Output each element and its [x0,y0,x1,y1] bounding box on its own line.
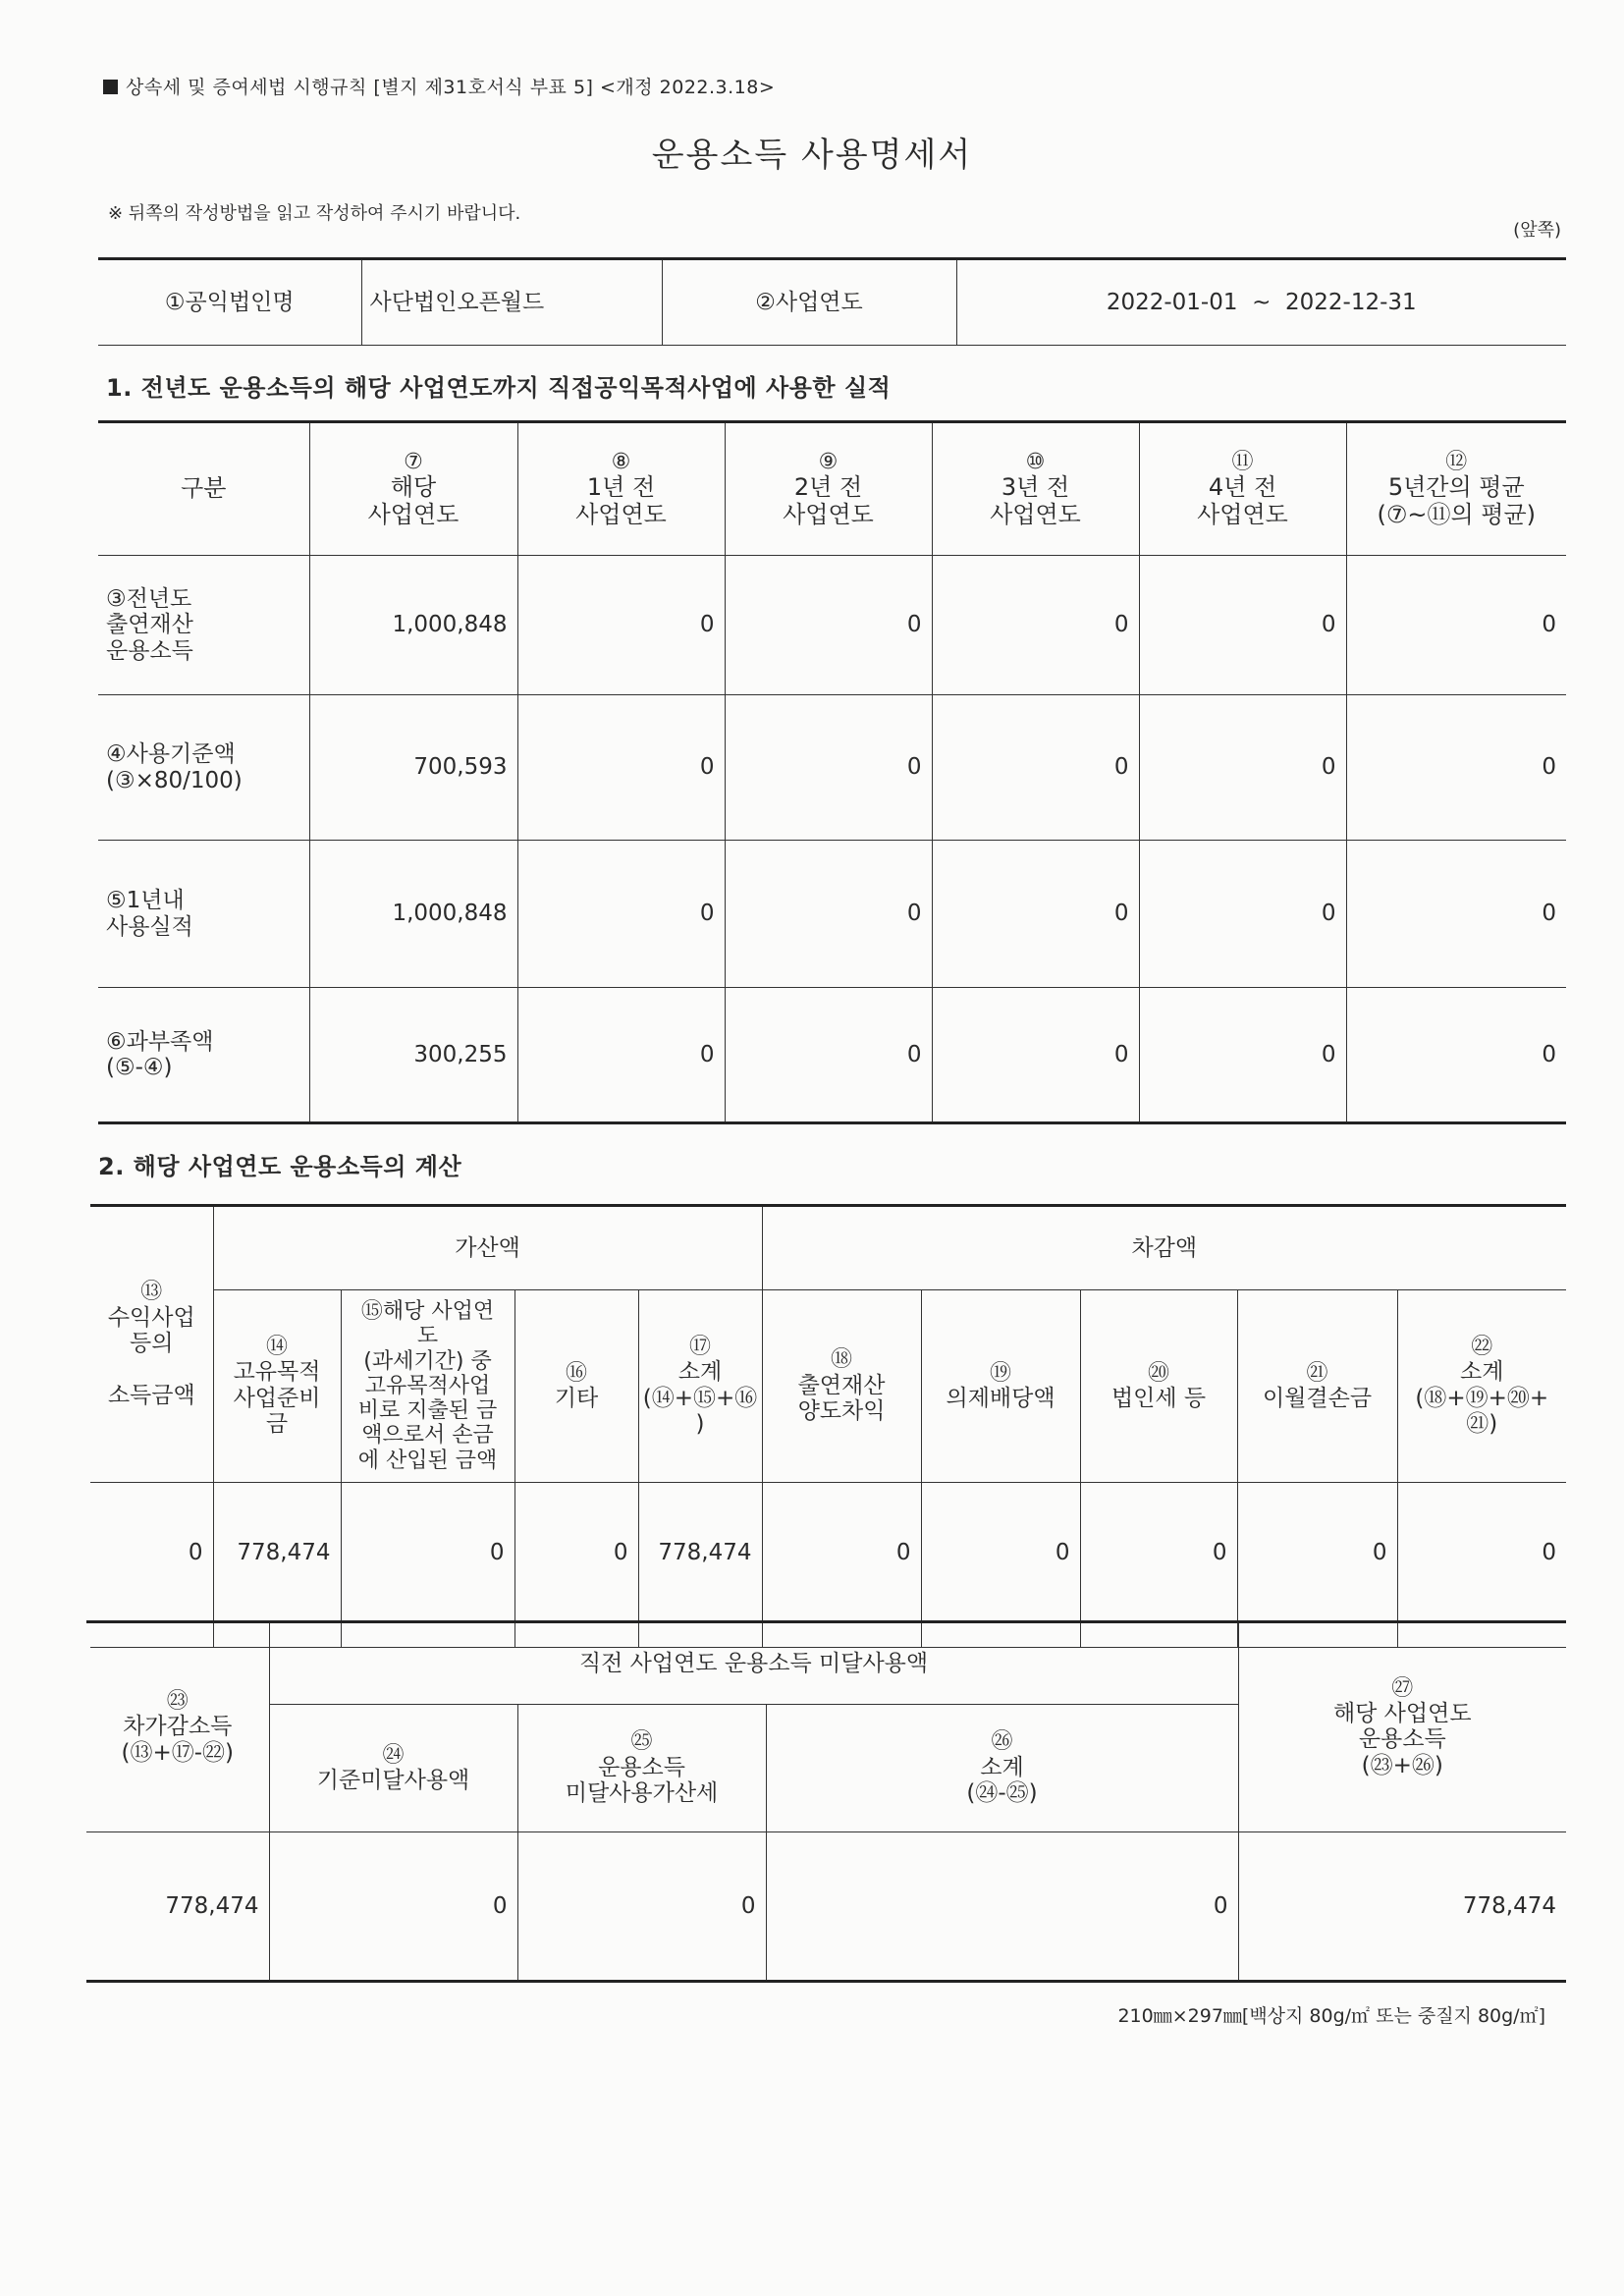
fiscal-year-label: ②사업연도 [662,259,956,346]
col13-header [90,1206,213,1483]
fiscal-year-value: 2022-01-01 ~ 2022-12-31 [956,259,1566,346]
item-number: ⑰ [689,1335,712,1360]
table-row [98,841,1566,988]
header-text: 3년 전 사업연도 [990,473,1081,528]
calc-col-header-7 [1080,1290,1237,1483]
item-number: ⑯ [565,1360,587,1386]
value-cell: 0 [1139,988,1346,1123]
header-text: 기타 [554,1385,599,1411]
final-income-table [86,1620,1566,1983]
item-number: ⑧ [611,449,631,474]
law-reference [103,73,775,99]
value-cell: 0 [1397,1483,1566,1648]
calc-col-header-2 [341,1290,514,1483]
value-cell: 778,474 [638,1483,762,1648]
section2-title: 2. 해당 사업연도 운용소득의 계산 [98,1153,462,1180]
value-cell: 0 [1346,556,1566,695]
calc-col-header-9 [1397,1290,1566,1483]
col-header-2 [309,422,517,556]
col-header-4 [725,422,932,556]
header-text: 5년간의 평균 (⑦~⑪의 평균) [1377,473,1537,528]
value-cell: 0 [725,556,932,695]
value-cell: 0 [341,1483,514,1648]
value-cell: 0 [762,1483,921,1648]
value-cell: 0 [90,1483,213,1648]
page-title: 운용소득 사용명세서 [651,136,973,175]
value-cell: 0 [517,1832,766,1982]
header-text: 기준미달사용액 [316,1767,470,1793]
item-number: ⑱ [831,1347,853,1373]
calc-col-header-5 [762,1290,921,1483]
col27-header [1238,1622,1566,1832]
item-number: ㉖ [991,1729,1013,1755]
law-reference-text: 상속세 및 증여세법 시행규칙 [별지 제31호서식 부표 5] <개정 2022.3.18> [126,77,776,98]
item-number: ㉓ [166,1688,189,1714]
col26-header [766,1705,1238,1832]
value-cell: 0 [1139,695,1346,841]
header-text: 소계 (⑭+⑮+⑯ ) [642,1359,758,1438]
item-number: ⑦ [404,449,423,474]
value-cell: 0 [725,695,932,841]
item-number: ㉒ [1471,1335,1493,1360]
col-header-1 [98,422,309,556]
header-text: 구분 [181,474,227,503]
item-number: ⑪ [1231,449,1254,474]
square-bullet-icon [103,80,118,94]
table-row [98,988,1566,1123]
header-text: 차가감소득 (⑬+⑰-㉒) [121,1714,235,1766]
value-cell: 0 [725,841,932,988]
row-label: ④사용기준액 (③×80/100) [98,695,309,841]
col-header-6 [1139,422,1346,556]
value-cell: 1,000,848 [309,841,517,988]
table-row [98,556,1566,695]
item-number: ㉔ [382,1742,405,1768]
value-cell: 0 [1346,841,1566,988]
value-cell: 778,474 [86,1832,269,1982]
header-text: 소계 (㉔-㉕) [966,1754,1038,1807]
value-cell: 0 [269,1832,517,1982]
value-cell: 0 [1346,695,1566,841]
value-cell: 700,593 [309,695,517,841]
section1-title: 1. 전년도 운용소득의 해당 사업연도까지 직접공익목적사업에 사용한 실적 [106,374,892,402]
value-cell: 0 [932,988,1139,1123]
row-label: ⑥과부족액 (⑤-④) [98,988,309,1123]
value-cell: 0 [1139,841,1346,988]
value-cell: 0 [1080,1483,1237,1648]
item-number: ㉗ [1391,1675,1414,1701]
header-text: 고유목적 사업준비 금 [233,1359,321,1438]
item-number: ㉑ [1306,1360,1328,1386]
paper-spec: 210㎜×297㎜[백상지 80g/㎡ 또는 중질지 80g/㎡] [1117,2005,1545,2027]
value-cell: 0 [1139,556,1346,695]
item-number: ⑬ [140,1280,163,1305]
header-text: 의제배당액 [946,1385,1056,1411]
corp-name-label: ①공익법인명 [98,259,361,346]
calc-col-header-1 [213,1290,341,1483]
item-number: ⑭ [265,1335,288,1360]
value-cell: 0 [921,1483,1080,1648]
value-cell: 0 [517,841,725,988]
value-cell: 0 [932,841,1139,988]
info-table [98,257,1566,346]
value-cell: 0 [766,1832,1238,1982]
header-text: 해당 사업연도 운용소득 (㉓+㉖) [1332,1700,1472,1778]
calc-col-header-4 [638,1290,762,1483]
value-cell: 0 [517,556,725,695]
value-cell: 0 [1237,1483,1397,1648]
shortfall-group-header: 직전 사업연도 운용소득 미달사용액 [269,1622,1238,1705]
page-side-label: (앞쪽) [1513,220,1561,241]
header-text: 운용소득 미달사용가산세 [565,1754,719,1807]
header-text: 이월결손금 [1262,1385,1373,1411]
value-cell: 0 [517,988,725,1123]
corp-name-value: 사단법인오픈월드 [361,259,662,346]
header-text: 법인세 등 [1110,1385,1207,1411]
item-number: ㉕ [630,1729,653,1755]
value-cell: 0 [517,695,725,841]
header-text: 1년 전 사업연도 [575,473,667,528]
value-cell: 778,474 [1238,1832,1566,1982]
value-cell: 0 [932,695,1139,841]
col23-header [86,1622,269,1832]
item-number: ⑳ [1148,1360,1170,1386]
value-cell: 0 [932,556,1139,695]
header-text: 출연재산 양도차익 [797,1372,886,1425]
col-header-7 [1346,422,1566,556]
row-label: ⑤1년내 사용실적 [98,841,309,988]
sub-group-header: 차감액 [762,1206,1566,1290]
header-text: 소계 (⑱+⑲+⑳+ ㉑) [1415,1359,1549,1438]
value-cell: 778,474 [213,1483,341,1648]
header-text: ⑮해당 사업연 도 (과세기간) 중 고유목적사업 비로 지출된 금 액으로서 손금 에 산입된 금액 [357,1298,498,1473]
calc-col-header-8 [1237,1290,1397,1483]
row-label: ③전년도 출연재산 운용소득 [98,556,309,695]
col-header-3 [517,422,725,556]
calc-col-header-3 [514,1290,638,1483]
col25-header [517,1705,766,1832]
header-text: 4년 전 사업연도 [1197,473,1288,528]
usage-record-table [98,420,1566,1124]
item-number: ⑫ [1445,449,1468,474]
header-text: 해당 사업연도 [367,473,460,528]
value-cell: 0 [1346,988,1566,1123]
item-number: ⑩ [1025,449,1046,474]
header-text: 2년 전 사업연도 [783,473,874,528]
header-text: 수익사업 등의 소득금액 [107,1304,195,1409]
table-row [98,695,1566,841]
item-number: ⑲ [990,1360,1012,1386]
income-calc-table [90,1204,1566,1648]
value-cell: 0 [725,988,932,1123]
value-cell: 300,255 [309,988,517,1123]
instruction-note: ※ 뒤쪽의 작성방법을 읽고 작성하여 주시기 바랍니다. [108,203,521,224]
col-header-5 [932,422,1139,556]
item-number: ⑨ [818,449,839,474]
col24-header [269,1705,517,1832]
calc-col-header-6 [921,1290,1080,1483]
value-cell: 1,000,848 [309,556,517,695]
value-cell: 0 [514,1483,638,1648]
add-group-header: 가산액 [213,1206,762,1290]
